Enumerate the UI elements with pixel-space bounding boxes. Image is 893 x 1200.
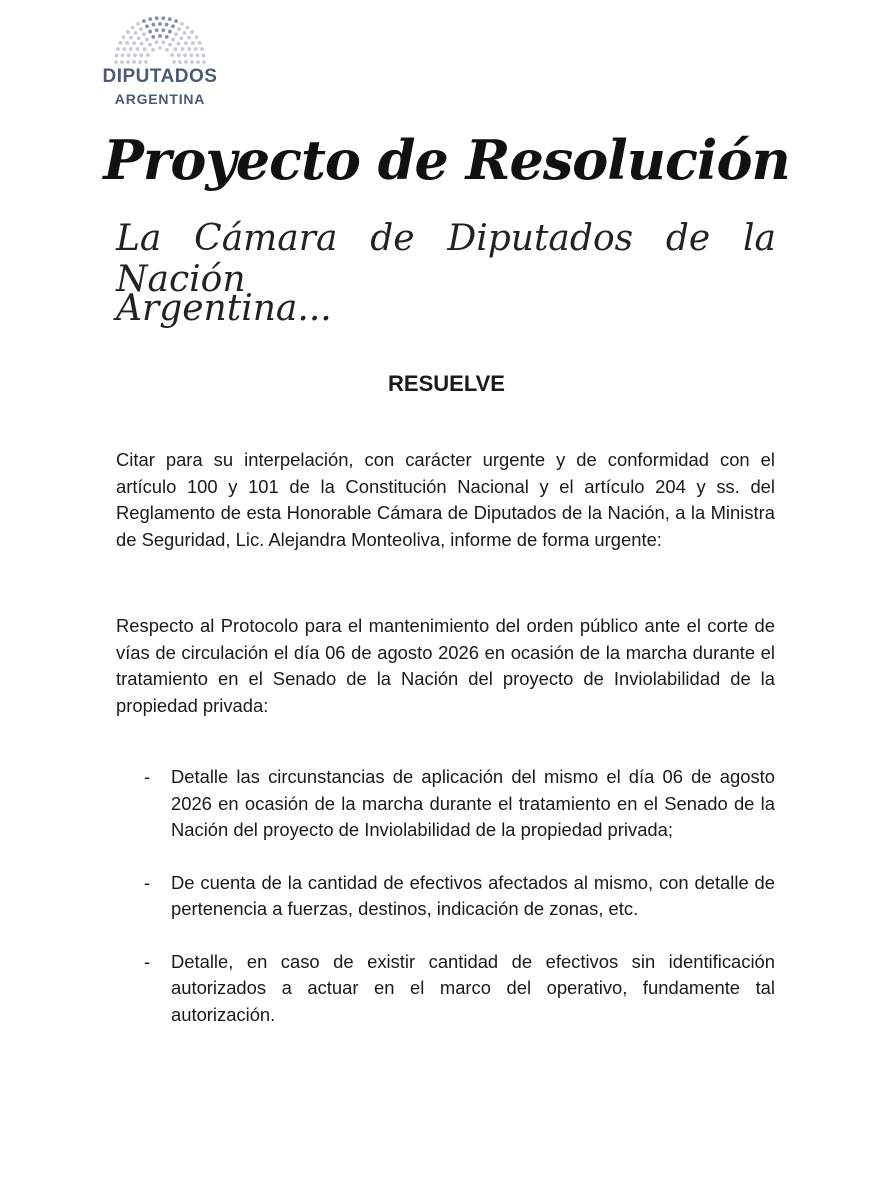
hemicycle-seat-dot [183,53,187,57]
hemicycle-seat-dot [194,35,198,39]
hemicycle-seat-dot [140,42,144,46]
hemicycle-seat-dot [191,41,195,45]
hemicycle-seat-dot [177,53,181,57]
hemicycle-seat-dot [116,47,120,51]
hemicycle-seat-dot [155,28,159,32]
hemicycle-seat-dot [139,27,143,31]
hemicycle-seat-dot [136,47,140,51]
hemicycle-seat-dot [122,47,126,51]
hemicycle-seat-dot [181,47,185,51]
hemicycle-seat-dot [172,60,176,64]
hemicycle-seat-dot [148,30,152,34]
hemicycle-seat-dot [177,27,181,31]
hemicycle-seat-dot [148,17,152,21]
hemicycle-seat-dot [165,35,169,39]
hemicycle-seat-dot [126,60,130,64]
hemicycle-seat-dot [126,30,130,34]
hemicycle-seat-dot [171,38,175,42]
hemicycle-seat-dot [155,16,159,20]
hemicycle-seat-dot [129,36,133,40]
bullet-marker: - [144,871,151,893]
hemicycle-seat-dot [138,60,142,64]
list-item-text: De cuenta de la cantidad de efectivos afectados al mismo, con detalle de pertenencia a fuerzas, destinos, indicación de zonas, etc. [171,871,775,919]
hemicycle-seat-dot [190,30,194,34]
hemicycle-seat-dot [144,60,148,64]
hemicycle-seat-dot [194,47,198,51]
hemicycle-seat-dot [129,47,133,51]
hemicycle-seat-dot [186,26,190,30]
hemicycle-seat-dot [190,60,194,64]
hemicycle-seat-dot [161,16,165,20]
hemicycle-seat-dot [196,60,200,64]
hemicycle-seat-dot [151,48,155,52]
bullet-marker: - [144,766,151,787]
hemicycle-seat-dot [165,48,169,52]
hemicycle-seat-dot [184,41,188,45]
hemicycle-seat-dot [162,40,166,44]
hemicycle-seat-dot [187,47,191,51]
parliament-hemicycle-icon [94,14,226,66]
hemicycle-seat-dot [146,53,150,57]
preamble-line-1: La Cámara de Diputados de la Nación [116,218,776,300]
hemicycle-seat-dot [148,43,152,47]
hemicycle-seat-dot [180,36,184,40]
hemicycle-seat-dot [127,53,131,57]
paragraph-protocol: Respecto al Protocolo para el mantenimiento del orden público ante el corte de vías de circulación el día 06 de agosto 2026 en ocasión de la marcha durante el tratamiento en el Senado de la Nación del proyecto de Inviolabilidad de la propiedad privada: [116,615,775,716]
hemicycle-seat-dot [170,53,174,57]
hemicycle-seat-dot [136,22,140,26]
hemicycle-seat-dot [142,19,146,23]
hemicycle-seat-dot [155,40,159,44]
logo-name: DIPUTADOS [102,66,218,87]
logo-country: ARGENTINA [114,91,206,107]
diputados-logo [94,14,226,110]
bullet-marker: - [144,950,151,972]
hemicycle-seat-dot [171,24,175,28]
hemicycle-seat-dot [131,26,135,30]
hemicycle-seat-dot [158,22,162,26]
hemicycle-seat-dot [184,60,188,64]
hemicycle-seat-dot [202,60,206,64]
request-list [116,764,775,1054]
preamble-line-2: Argentina... [116,288,332,329]
list-item [116,870,775,923]
hemicycle-seat-dot [133,53,137,57]
hemicycle-seat-dot [168,17,172,21]
hemicycle-seat-dot [121,54,125,58]
hemicycle-seat-dot [187,36,191,40]
hemicycle-seat-dot [120,60,124,64]
hemicycle-seat-dot [151,35,155,39]
hemicycle-seat-dot [125,41,129,45]
hemicycle-seat-dot [115,54,119,58]
hemicycle-seat-dot [122,35,126,39]
hemicycle-seat-dot [180,22,184,26]
hemicycle-seat-dot [168,43,172,47]
hemicycle-seat-dot [198,41,202,45]
hemicycle-seat-dot [143,47,147,51]
list-item [116,949,775,1029]
hemicycle-seat-dot [168,30,172,34]
hemicycle-seat-dot [118,41,122,45]
hemicycle-seat-dot [183,31,187,35]
hemicycle-seat-dot [189,53,193,57]
hemicycle-seat-dot [176,42,180,46]
resuelve-heading: RESUELVE [388,371,505,396]
hemicycle-seat-dot [173,47,177,51]
hemicycle-seat-dot [142,32,146,36]
hemicycle-seat-dot [139,53,143,57]
list-item-text: Detalle las circunstancias de aplicación del mismo el día 06 de agosto 2026 en ocasión de la marcha durante el tratamiento en el Senado de la Nación del proyecto de Inviolabilidad de la propiedad privada; [171,766,775,840]
hemicycle-seat-dot [178,60,182,64]
hemicycle-seat-dot [200,47,204,51]
paragraph-citation: Citar para su interpelación, con carácter urgente y de conformidad con el artículo 100 y 101 de la Constitución Nacional y el artículo 204 y ss. del Reglamento de esta Honorable Cámara de Diputados de la Nación, a la Ministra de Seguridad, Lic. Alejandra Monteoliva, informe de forma urgente: [116,449,775,550]
hemicycle-seat-dot [158,46,162,50]
hemicycle-seat-dot [174,19,178,23]
hemicycle-seat-dot [174,32,178,36]
hemicycle-seat-dot [158,34,162,38]
list-item [116,764,775,844]
hemicycle-seat-dot [165,23,169,27]
hemicycle-seat-dot [145,24,149,28]
hemicycle-seat-dot [196,54,200,58]
hemicycle-seat-dot [132,41,136,45]
hemicycle-seat-dot [132,60,136,64]
hemicycle-seat-dot [137,36,141,40]
hemicycle-seat-dot [134,31,138,35]
hemicycle-seat-dot [161,28,165,32]
list-item-text: Detalle, en caso de existir cantidad de efectivos sin identificación autorizados a actuar en el marco del operativo, fundamente tal autorización. [171,950,775,1025]
document-title: Proyecto de Resolución [103,128,790,192]
hemicycle-seat-dot [152,23,156,27]
hemicycle-seat-dot [202,54,206,58]
hemicycle-seat-dot [145,38,149,42]
hemicycle-seat-dot [114,60,118,64]
